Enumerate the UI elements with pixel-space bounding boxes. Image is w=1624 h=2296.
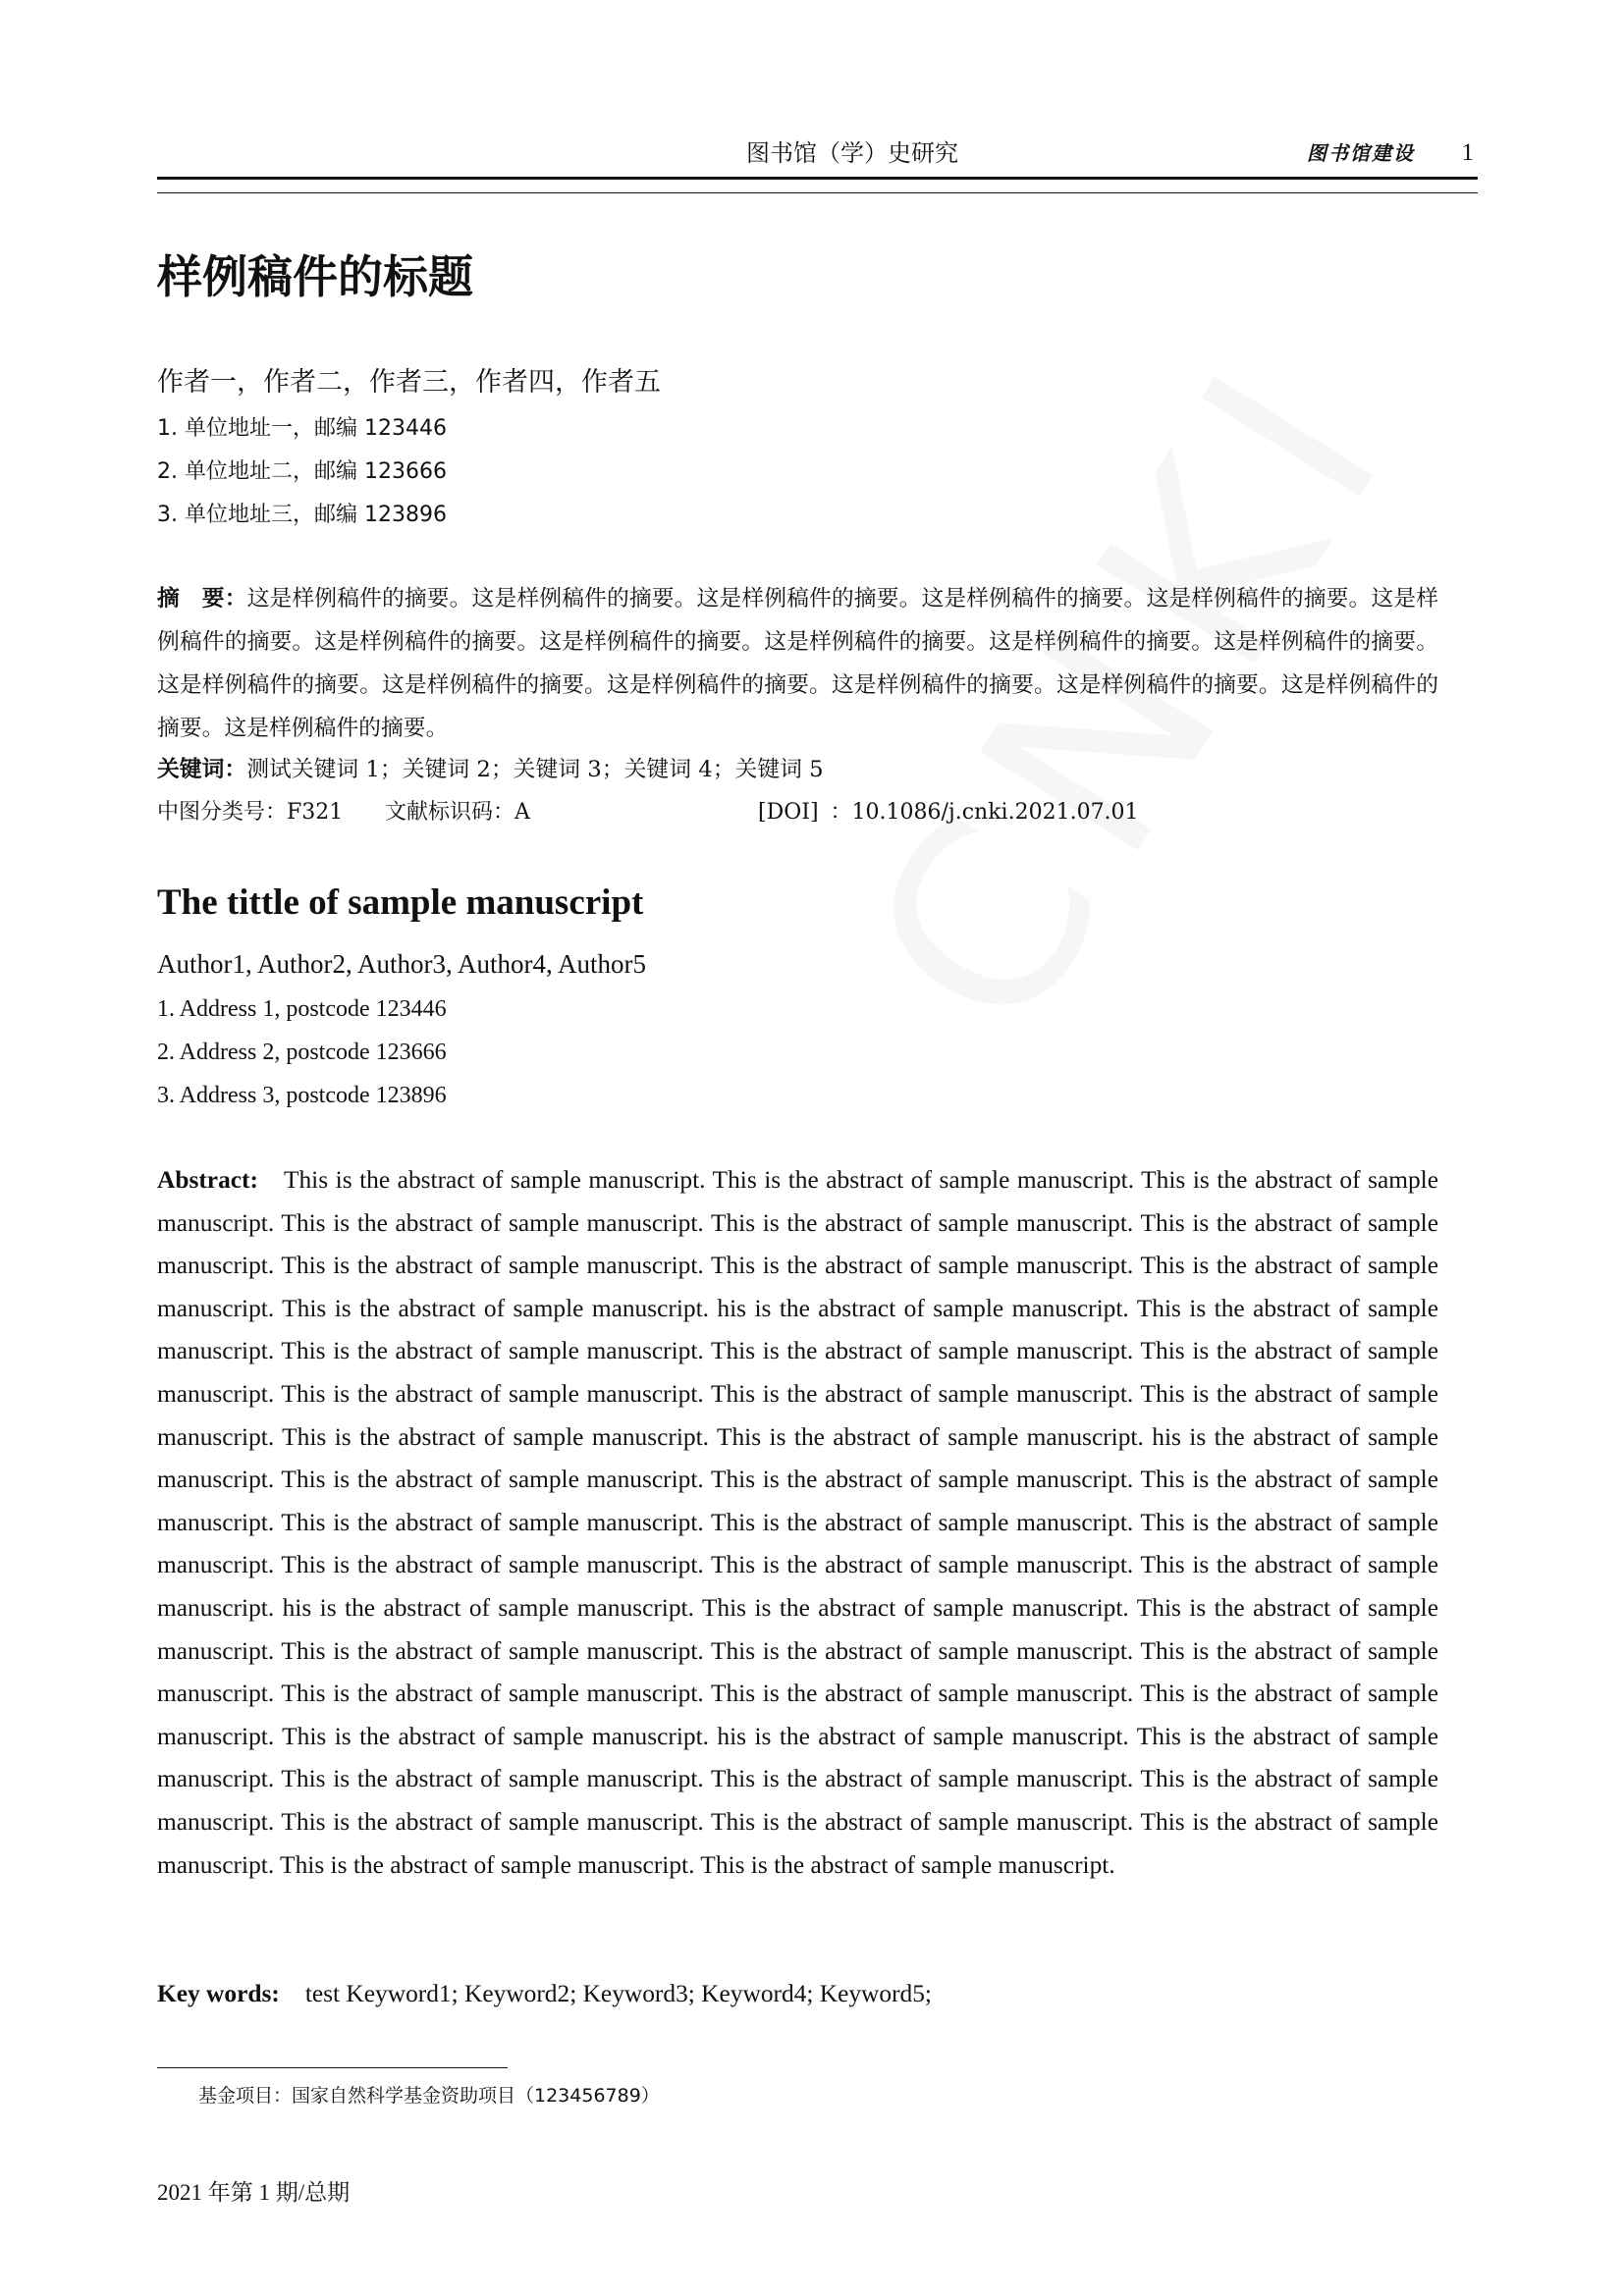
header-rule-thin <box>157 192 1478 193</box>
issue-footer: 2021 年第 1 期/总期 <box>157 2180 351 2205</box>
doi <box>758 793 1139 832</box>
cn-title: 样例稿件的标题 <box>157 250 473 303</box>
doi-label: [DOI] <box>758 800 819 825</box>
header-section-name: 图书馆（学）史研究 <box>746 139 958 167</box>
en-title: The tittle of sample manuscript <box>157 882 644 923</box>
en-abstract <box>157 1159 1438 1887</box>
clc-label: 中图分类号： <box>157 800 288 825</box>
paper-page <box>157 0 1478 2296</box>
cn-keywords-text: 测试关键词 1；关键词 2；关键词 3；关键词 4；关键词 5 <box>246 757 824 782</box>
cn-affiliation: 2. 单位地址二，邮编 123666 <box>157 459 447 484</box>
en-affiliations <box>157 988 447 1117</box>
cn-authors: 作者一，作者二，作者三，作者四，作者五 <box>157 367 661 398</box>
header-page-number: 1 <box>1461 139 1474 166</box>
en-abstract-text: This is the abstract of sample manuscript. This is the abstract of sample manuscript. This is the abstract of sample manuscript. This is the abstract of sample manuscript. This is the abstract of sample manuscript. This is the abstract of sample manuscript. This is the abstract of sample manuscript. This is the abstract of sample manuscript. This is the abstract of sample manuscript. This is the abstract of sample manuscript. his is the abstract of sample manuscript. This is the abstract of sample manuscript. This is the abstract of sample manuscript. This is the abstract of sample manuscript. This is the abstract of sample manuscript. This is the abstract of sample manuscript. This is the abstract of sample manuscript. This is the abstract of sample manuscript. This is the abstract of sample manuscript. This is the abstract of sample manuscript. his is the abstract of sample manuscript. This is the abstract of sample manuscript. This is the abstract of sample manuscript. This is the abstract of sample manuscript. This is the abstract of sample manuscript. This is the abstract of sample manuscript. This is the abstract of sample manuscript. This is the abstract of sample manuscript. This is the abstract of sample manuscript. This is the abstract of sample manuscript. his is the abstract of sample manuscript. This is the abstract of sample manuscript. This is the abstract of sample manuscript. This is the abstract of sample manuscript. This is the abstract of sample manuscript. This is the abstract of sample manuscript. This is the abstract of sample manuscript. This is the abstract of sample manuscript. This is the abstract of sample manuscript. This is the abstract of sample manuscript. his is the abstract of sample manuscript. This is the abstract of sample manuscript. This is the abstract of sample manuscript. This is the abstract of sample manuscript. This is the abstract of sample manuscript. This is the abstract of sample manuscript. This is the abstract of sample manuscript. This is the abstract of sample manuscript. This is the abstract of sample manuscript. This is the abstract of sample manuscript. <box>157 1166 1438 1879</box>
cn-abstract <box>157 577 1438 750</box>
document-code <box>385 793 530 832</box>
header-rule-thick <box>157 177 1478 180</box>
en-affiliation: 1. Address 1, postcode 123446 <box>157 996 447 1022</box>
clc-number <box>157 793 343 832</box>
doi-value: ：10.1086/j.cnki.2021.07.01 <box>830 800 1139 825</box>
cn-affiliation: 1. 单位地址一，邮编 123446 <box>157 416 447 441</box>
running-header <box>157 133 1478 173</box>
cn-keywords-label: 关键词： <box>157 757 247 782</box>
footnote-funding: 基金项目：国家自然科学基金资助项目（123456789） <box>198 2085 660 2107</box>
en-keywords <box>157 1972 932 2015</box>
en-affiliation: 2. Address 2, postcode 123666 <box>157 1040 447 1065</box>
en-keywords-text: test Keyword1; Keyword2; Keyword3; Keyword4; Keyword5; <box>304 1980 932 2007</box>
cn-abstract-label: 摘 要： <box>157 586 247 612</box>
doc-code-value: A <box>514 800 530 825</box>
en-keywords-label: Key words: <box>157 1980 280 2007</box>
cn-affiliation: 3. 单位地址三，邮编 123896 <box>157 503 447 527</box>
cn-keywords <box>157 750 824 789</box>
clc-value: F321 <box>287 800 344 825</box>
doc-code-label: 文献标识码： <box>385 800 515 825</box>
en-abstract-label: Abstract: <box>157 1166 258 1194</box>
cn-affiliations <box>157 407 447 537</box>
en-authors: Author1, Author2, Author3, Author4, Author5 <box>157 949 646 979</box>
en-affiliation: 3. Address 3, postcode 123896 <box>157 1083 447 1108</box>
footnote-rule <box>157 2067 508 2068</box>
header-journal-name: 图书馆建设 <box>1307 141 1415 165</box>
cn-abstract-text: 这是样例稿件的摘要。这是样例稿件的摘要。这是样例稿件的摘要。这是样例稿件的摘要。这是样例稿件的摘要。这是样例稿件的摘要。这是样例稿件的摘要。这是样例稿件的摘要。这是样例稿件的摘要。这是样例稿件的摘要。这是样例稿件的摘要。这是样例稿件的摘要。这是样例稿件的摘要。这是样例稿件的摘要。这是样例稿件的摘要。这是样例稿件的摘要。这是样例稿件的摘要。这是样例稿件的摘要。 <box>157 586 1439 741</box>
